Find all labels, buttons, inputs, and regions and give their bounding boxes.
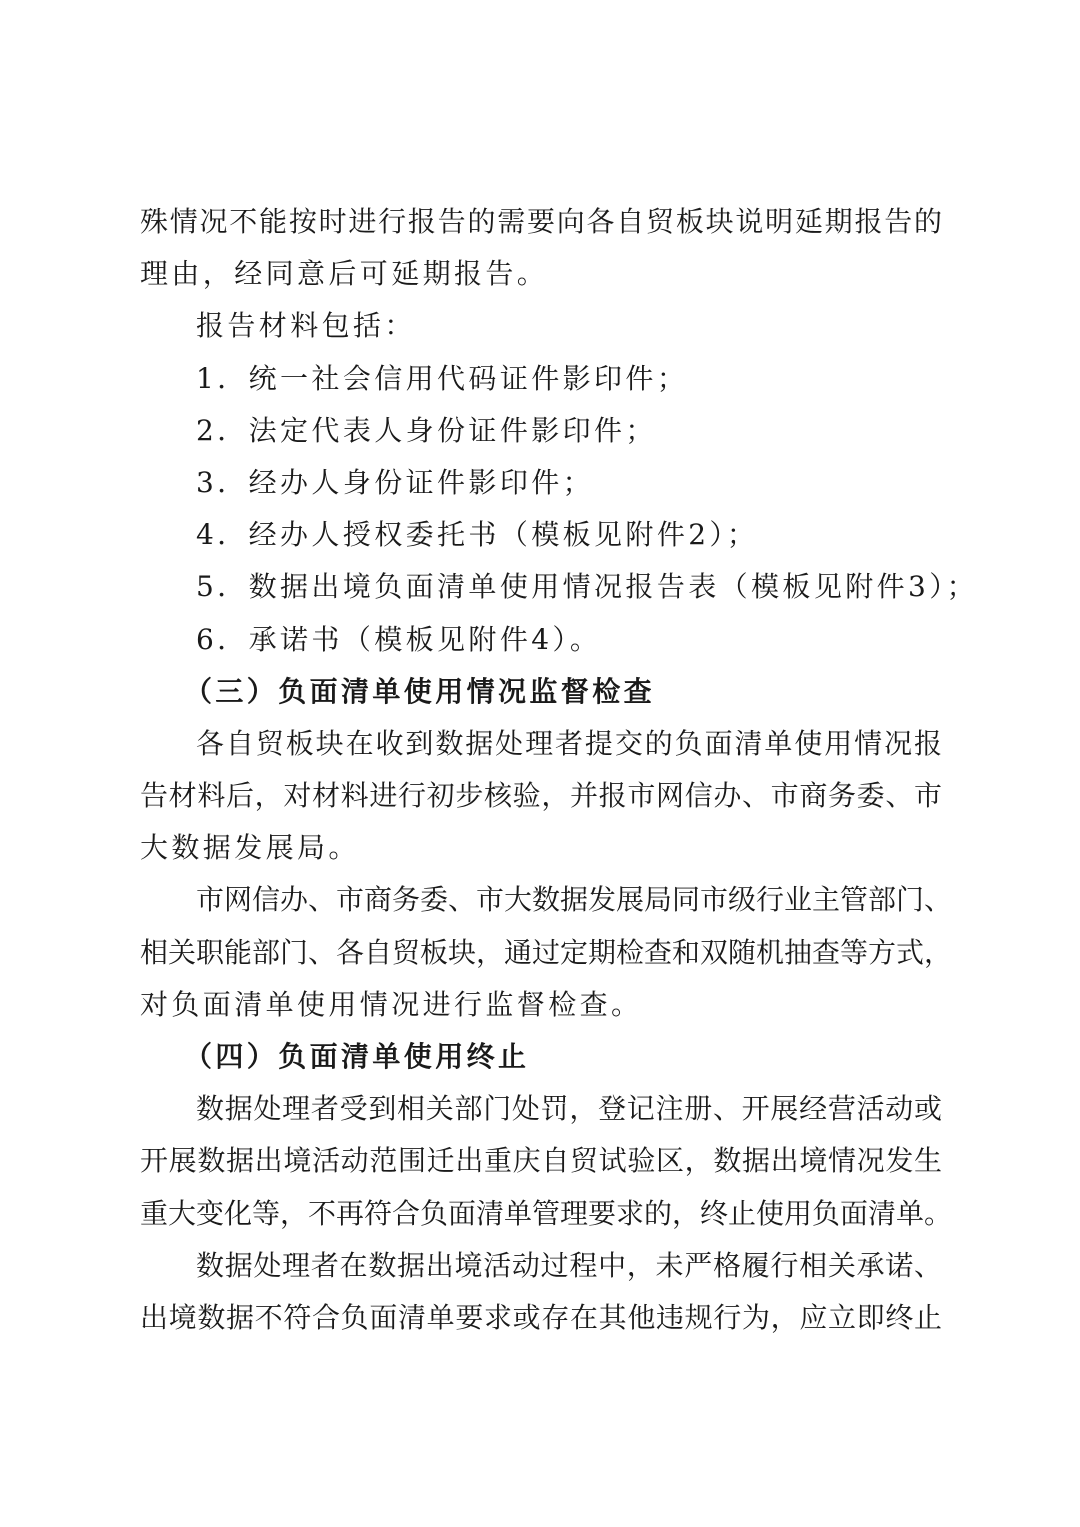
list-item: 1．统一社会信用代码证件影印件； [196, 361, 689, 395]
section-heading: （三）负面清单使用情况监督检查 [184, 674, 656, 708]
paragraph-line: 相关职能部门、各自贸板块，通过定期检查和双随机抽查等方式， [140, 935, 953, 969]
paragraph-line: 殊情况不能按时进行报告的需要向各自贸板块说明延期报告的 [140, 205, 942, 238]
paragraph-line: 数据处理者受到相关部门处罚，登记注册、开展经营活动或 [196, 1092, 942, 1126]
list-item: 3．经办人身份证件影印件； [196, 465, 595, 499]
list-item: 2．法定代表人身份证件影印件； [196, 413, 657, 447]
paragraph-line: 对负面清单使用情况进行监督检查。 [140, 987, 643, 1021]
paragraph-line: 重大变化等，不再符合负面清单管理要求的，终止使用负面清单。 [140, 1196, 953, 1230]
list-item: 5．数据出境负面清单使用情况报告表（模板见附件3）； [196, 570, 979, 604]
paragraph-line: 开展数据出境活动范围迁出重庆自贸试验区，数据出境情况发生 [140, 1144, 942, 1178]
paragraph-line: 市网信办、市商务委、市大数据发展局同市级行业主管部门、 [196, 883, 953, 917]
paragraph-line: 报告材料包括： [196, 309, 416, 343]
list-item: 6．承诺书（模板见附件4）。 [196, 622, 602, 656]
list-item: 4．经办人授权委托书（模板见附件2）； [196, 518, 759, 552]
paragraph-line: 理由，经同意后可延期报告。 [140, 257, 549, 291]
paragraph-line: 数据处理者在数据出境活动过程中，未严格履行相关承诺、 [196, 1248, 942, 1282]
paragraph-line: 各自贸板块在收到数据处理者提交的负面清单使用情况报 [196, 726, 942, 760]
document-page [140, 196, 979, 1344]
section-heading: （四）负面清单使用终止 [184, 1040, 530, 1073]
paragraph-line: 告材料后，对材料进行初步核验，并报市网信办、市商务委、市 [140, 779, 942, 813]
paragraph-line: 大数据发展局。 [140, 831, 360, 865]
paragraph-line: 出境数据不符合负面清单要求或存在其他违规行为，应立即终止 [140, 1300, 942, 1334]
